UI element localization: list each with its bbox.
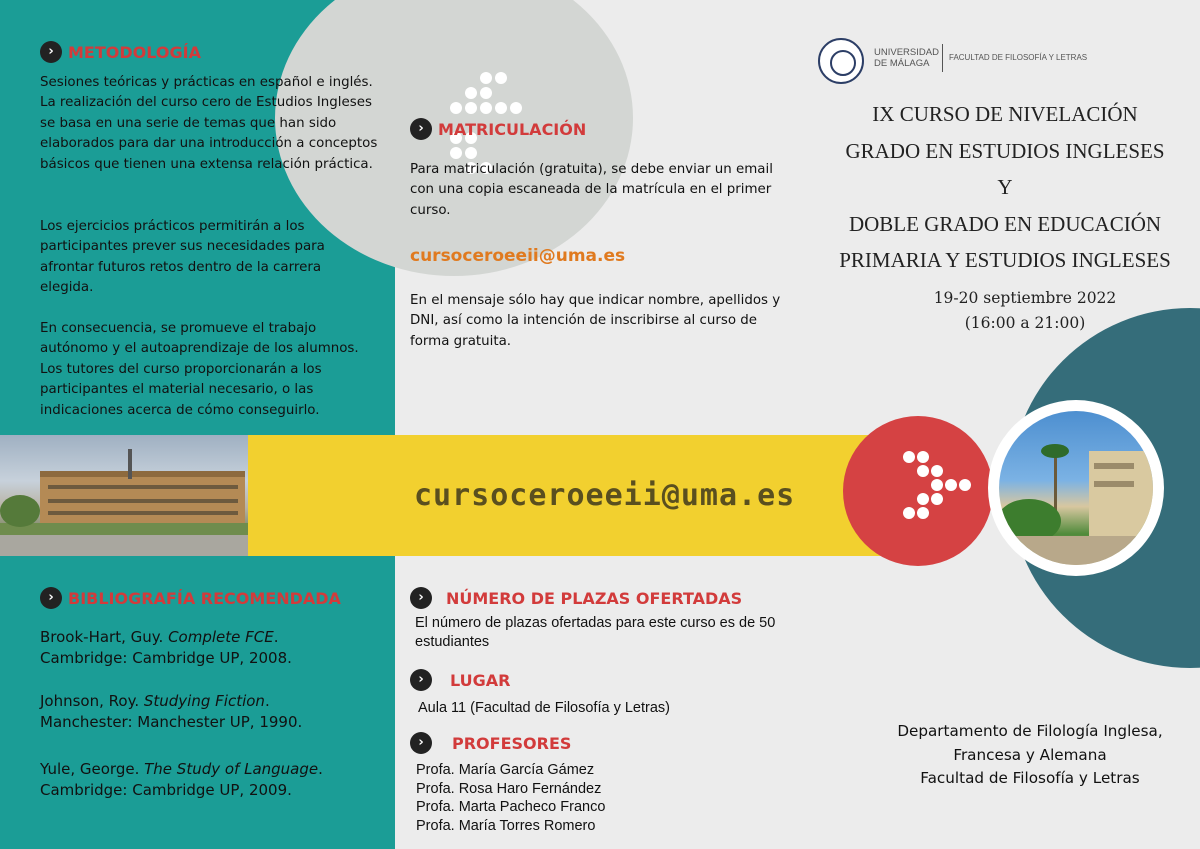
faculty-building-photo bbox=[0, 435, 248, 556]
campus-courtyard-photo bbox=[999, 411, 1153, 565]
lugar-text: Aula 11 (Facultad de Filosofía y Letras) bbox=[418, 700, 670, 716]
chevron-right-icon: › bbox=[410, 669, 432, 691]
matriculacion-paragraph-2: En el mensaje sólo hay que indicar nombre, apellidos y DNI, así como la intención de inscribirse al curso de forma gratuita. bbox=[410, 293, 781, 349]
courtyard-image bbox=[999, 411, 1153, 565]
logo-divider bbox=[942, 44, 943, 72]
chevron-right-icon: › bbox=[40, 587, 62, 609]
metodologia-paragraph-1: Sesiones teóricas y prácticas en español e inglés. La realización del curso cero de Estudios Ingleses se basa en una serie de temas que han sido elaborados para dar una introducción a conceptos básicos que tienen una extensa relación práctica. bbox=[40, 75, 378, 172]
profesores-heading: › PROFESORES bbox=[410, 732, 571, 754]
metodologia-paragraph-2: Los ejercicios prácticos permitirán a los participantes prever sus necesidades para afrontar futuros retos dentro de la carrera elegida. bbox=[40, 219, 325, 296]
metodologia-paragraph-3: En consecuencia, se promueve el trabajo autónomo y el autoaprendizaje de los alumnos. Los tutores del curso proporcionarán a los participantes el material necesario, o las indicaciones acerca de cómo conseguirlo. bbox=[40, 321, 359, 418]
profesor-item: Profa. Marta Pacheco Franco bbox=[416, 799, 606, 815]
lugar-heading: › LUGAR bbox=[410, 669, 510, 691]
profesor-item: Profa. María García Gámez bbox=[416, 762, 595, 778]
plazas-text: El número de plazas ofertadas para este curso es de 50 estudiantes bbox=[415, 615, 776, 650]
bibliography-entry: Johnson, Roy. Studying Fiction. Manchester: Manchester UP, 1990. bbox=[40, 692, 303, 731]
bibliography-entry: Yule, George. The Study of Language. Cambridge: Cambridge UP, 2009. bbox=[40, 760, 323, 799]
profesor-item: Profa. María Torres Romero bbox=[416, 817, 596, 834]
chevron-right-icon: › bbox=[410, 118, 432, 140]
logo-university-name: UNIVERSIDAD DE MÁLAGA bbox=[874, 47, 939, 69]
metodologia-heading: › METODOLOGÍA bbox=[40, 41, 201, 63]
plazas-heading: › NÚMERO DE PLAZAS OFERTADAS bbox=[410, 587, 742, 609]
chevron-right-icon: › bbox=[40, 41, 62, 63]
bibliografia-heading: › BIBLIOGRAFÍA RECOMENDADA bbox=[40, 587, 341, 609]
email-link[interactable]: cursoceroeeii@uma.es bbox=[410, 246, 626, 266]
banner-email[interactable]: cursoceroeeii@uma.es bbox=[414, 478, 796, 513]
department-info: Departamento de Filología Inglesa, Francesa y Alemana Facultad de Filosofía y Letras bbox=[897, 722, 1163, 787]
matriculacion-heading: › MATRICULACIÓN bbox=[410, 118, 586, 140]
chevron-right-icon: › bbox=[410, 587, 432, 609]
building-image bbox=[0, 435, 248, 556]
matriculacion-paragraph-1: Para matriculación (gratuita), se debe enviar un email con una copia escaneada de la matrícula en el primer curso. bbox=[410, 162, 773, 218]
university-seal-icon bbox=[818, 38, 864, 84]
profesores-list bbox=[416, 761, 796, 835]
profesor-item: Profa. Rosa Haro Fernández bbox=[416, 780, 602, 797]
chevron-right-icon: › bbox=[410, 732, 432, 754]
course-title: IX CURSO DE NIVELACIÓN GRADO EN ESTUDIOS INGLESES Y DOBLE GRADO EN EDUCACIÓN PRIMARIA Y ESTUDIOS INGLESES bbox=[839, 102, 1171, 272]
course-dates: 19-20 septiembre 2022 (16:00 a 21:00) bbox=[933, 289, 1117, 332]
red-circle-decoration bbox=[843, 416, 993, 566]
logo-faculty: FACULTAD DE FILOSOFÍA Y LETRAS bbox=[949, 53, 1088, 62]
bibliography-entry: Brook-Hart, Guy. Complete FCE. Cambridge: Cambridge UP, 2008. bbox=[40, 628, 292, 667]
